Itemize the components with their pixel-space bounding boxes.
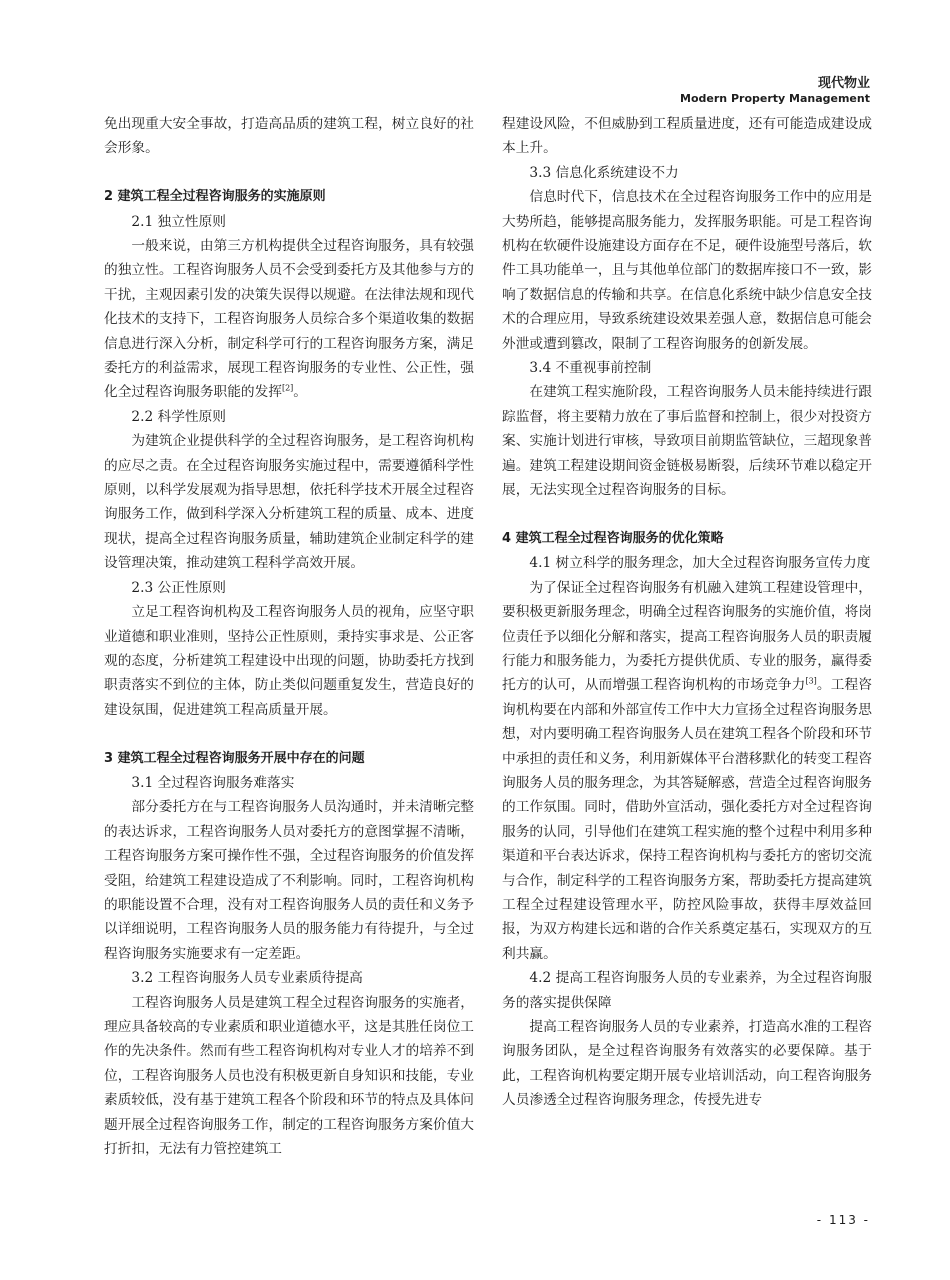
continuation-paragraph: 程建设风险，不但威胁到工程质量进度，还有可能造成建设成本上升。 [502,116,872,157]
section-4-1-title: 4.1 树立科学的服务理念，加大全过程咨询服务宣传力度 [529,555,871,572]
section-3-4-title: 3.4 不重视事前控制 [529,360,652,377]
section-2-2-title: 2.2 科学性原则 [131,408,226,425]
section-2-3-body: 立足工程咨询机构及工程咨询服务人员的视角，应坚守职业道德和职业准则，坚持公正性原则，秉持实事求是、公正客观的态度，分析建筑工程建设中出现的问题，协助委托方找到职责落实不到位的主体，防止类似问题重复发生，营造良好的建设氛围，促进建筑工程高质量开展。 [104,604,474,718]
section-3-4-body: 在建筑工程实施阶段，工程咨询服务人员未能持续进行跟踪监督，将主要精力放在了事后监督和控制上，很少对投资方案、实施计划进行审核，导致项目前期监管缺位，三超现象普遍。建筑工程建设期间资金链极易断裂，后续环节难以稳定开展，无法实现全过程咨询服务的目标。 [502,384,872,499]
section-3-1-body: 部分委托方在与工程咨询服务人员沟通时，并未清晰完整的表达诉求，工程咨询服务人员对委托方的意图掌握不清晰，工程咨询服务方案可操作性不强，全过程咨询服务的价值发挥受阻，给建筑工程建设造成了不利影响。同时，工程咨询机构的职能设置不合理，没有对工程咨询服务人员的责任和义务予以详细说明，工程咨询服务人员的服务能力有待提升，与全过程咨询服务实施要求有一定差距。 [104,799,474,962]
journal-title-en: Modern Property Management [680,92,870,105]
citation-ref: [3] [805,676,817,686]
section-3-heading: 3 建筑工程全过程咨询服务开展中存在的问题 [104,750,365,766]
section-3-2-title: 3.2 工程咨询服务人员专业素质待提高 [131,970,363,987]
left-column [104,112,474,1161]
intro-paragraph: 免出现重大安全事故，打造高品质的建筑工程，树立良好的社会形象。 [104,116,474,157]
section-4-2-title: 4.2 提高工程咨询服务人员的专业素养，为全过程咨询服务的落实提供保障 [502,970,872,1011]
section-4-2-body: 提高工程咨询服务人员的专业素养，打造高水准的工程咨询服务团队，是全过程咨询服务有效落实的必要保障。基于此，工程咨询机构要定期开展专业培训活动，向工程咨询服务人员渗透全过程咨询服务理念，传授先进专 [502,1019,872,1109]
citation-ref: [2] [281,383,294,393]
section-4-1-text-b: 。工程咨询机构要在内部和外部宣传工作中大力宣扬全过程咨询服务思想，对内要明确工程咨询服务人员在建筑工程各个阶段和环节中承担的责任和义务，利用新媒体平台潜移默化的转变工程咨询服务人员的服务理念，为其答疑解惑，营造全过程咨询服务的工作氛围。同时，借助外宣活动，强化委托方对全过程咨询服务的认同，引导他们在建筑工程实施的整个过程中利用多种渠道和平台表达诉求，保持工程咨询机构与委托方的密切交流与合作，制定科学的工程咨询服务方案，帮助委托方提高建筑工程全过程建设管理水平，防控风险事故，获得丰厚效益回报，为双方构建长远和谐的合作关系奠定基石，实现双方的互利共赢。 [502,677,872,962]
section-2-1-text: 一般来说，由第三方机构提供全过程咨询服务，具有较强的独立性。工程咨询服务人员不会受到委托方及其他参与方的干扰，主观因素引发的决策失误得以规避。在法律法规和现代化技术的支持下，工程咨询服务人员综合多个渠道收集的数据信息进行深入分析，制定科学可行的工程咨询服务方案，满足委托方的利益需求，展现工程咨询服务的专业性、公正性，强化全过程咨询服务职能的发挥 [104,238,474,401]
journal-header [680,76,870,106]
section-2-heading: 2 建筑工程全过程咨询服务的实施原则 [104,189,326,205]
section-2-1-title: 2.1 独立性原则 [131,213,226,230]
section-2-2-body: 为建筑企业提供科学的全过程咨询服务，是工程咨询机构的应尽之责。在全过程咨询服务实施过程中，需要遵循科学性原则，以科学发展观为指导思想，依托科学技术开展全过程咨询服务工作，做到科学深入分析建筑工程的质量、成本、进度现状，提高全过程咨询服务质量，辅助建筑企业制定科学的建设管理决策，推动建筑工程科学高效开展。 [104,433,474,572]
section-3-3-title: 3.3 信息化系统建设不力 [529,164,679,181]
right-column [502,112,872,1113]
journal-title-cn: 现代物业 [817,76,870,91]
section-3-2-body: 工程咨询服务人员是建筑工程全过程咨询服务的实施者，理应具备较高的专业素质和职业道德水平，这是其胜任岗位工作的先决条件。然而有些工程咨询机构对专业人才的培养不到位，工程咨询服务人员也没有积极更新自身知识和技能，专业素质较低，没有基于建筑工程各个阶段和环节的特点及具体问题开展全过程咨询服务工作，制定的工程咨询服务方案价值大打折扣，无法有力管控建筑工 [104,994,474,1158]
section-3-3-body: 信息时代下，信息技术在全过程咨询服务工作中的应用是大势所趋，能够提高服务能力，发挥服务职能。可是工程咨询机构在软硬件设施建设方面存在不足，硬件设施型号落后，软件工具功能单一，且与其他单位部门的数据库接口不一致，影响了数据信息的传输和共享。在信息化系统中缺少信息安全技术的合理应用，导致系统建设效果差强人意，数据信息可能会外泄或遭到篡改，限制了工程咨询服务的创新发展。 [502,189,872,352]
section-2-1-end: 。 [293,384,307,401]
section-4-heading: 4 建筑工程全过程咨询服务的优化策略 [502,530,724,546]
page-number: - 113 - [816,1213,870,1227]
section-3-1-title: 3.1 全过程咨询服务难落实 [131,774,295,791]
section-4-1-body [502,576,872,967]
section-2-3-title: 2.3 公正性原则 [131,579,226,596]
section-2-1-body [104,234,474,405]
section-4-1-text-a: 为了保证全过程咨询服务有机融入建筑工程建设管理中，要积极更新服务理念，明确全过程咨询服务的实施价值，将岗位责任予以细化分解和落实，提高工程咨询服务人员的职责履行能力和服务能力，为委托方提供优质、专业的服务，赢得委托方的认可，从而增强工程咨询机构的市场竞争力 [502,579,872,694]
